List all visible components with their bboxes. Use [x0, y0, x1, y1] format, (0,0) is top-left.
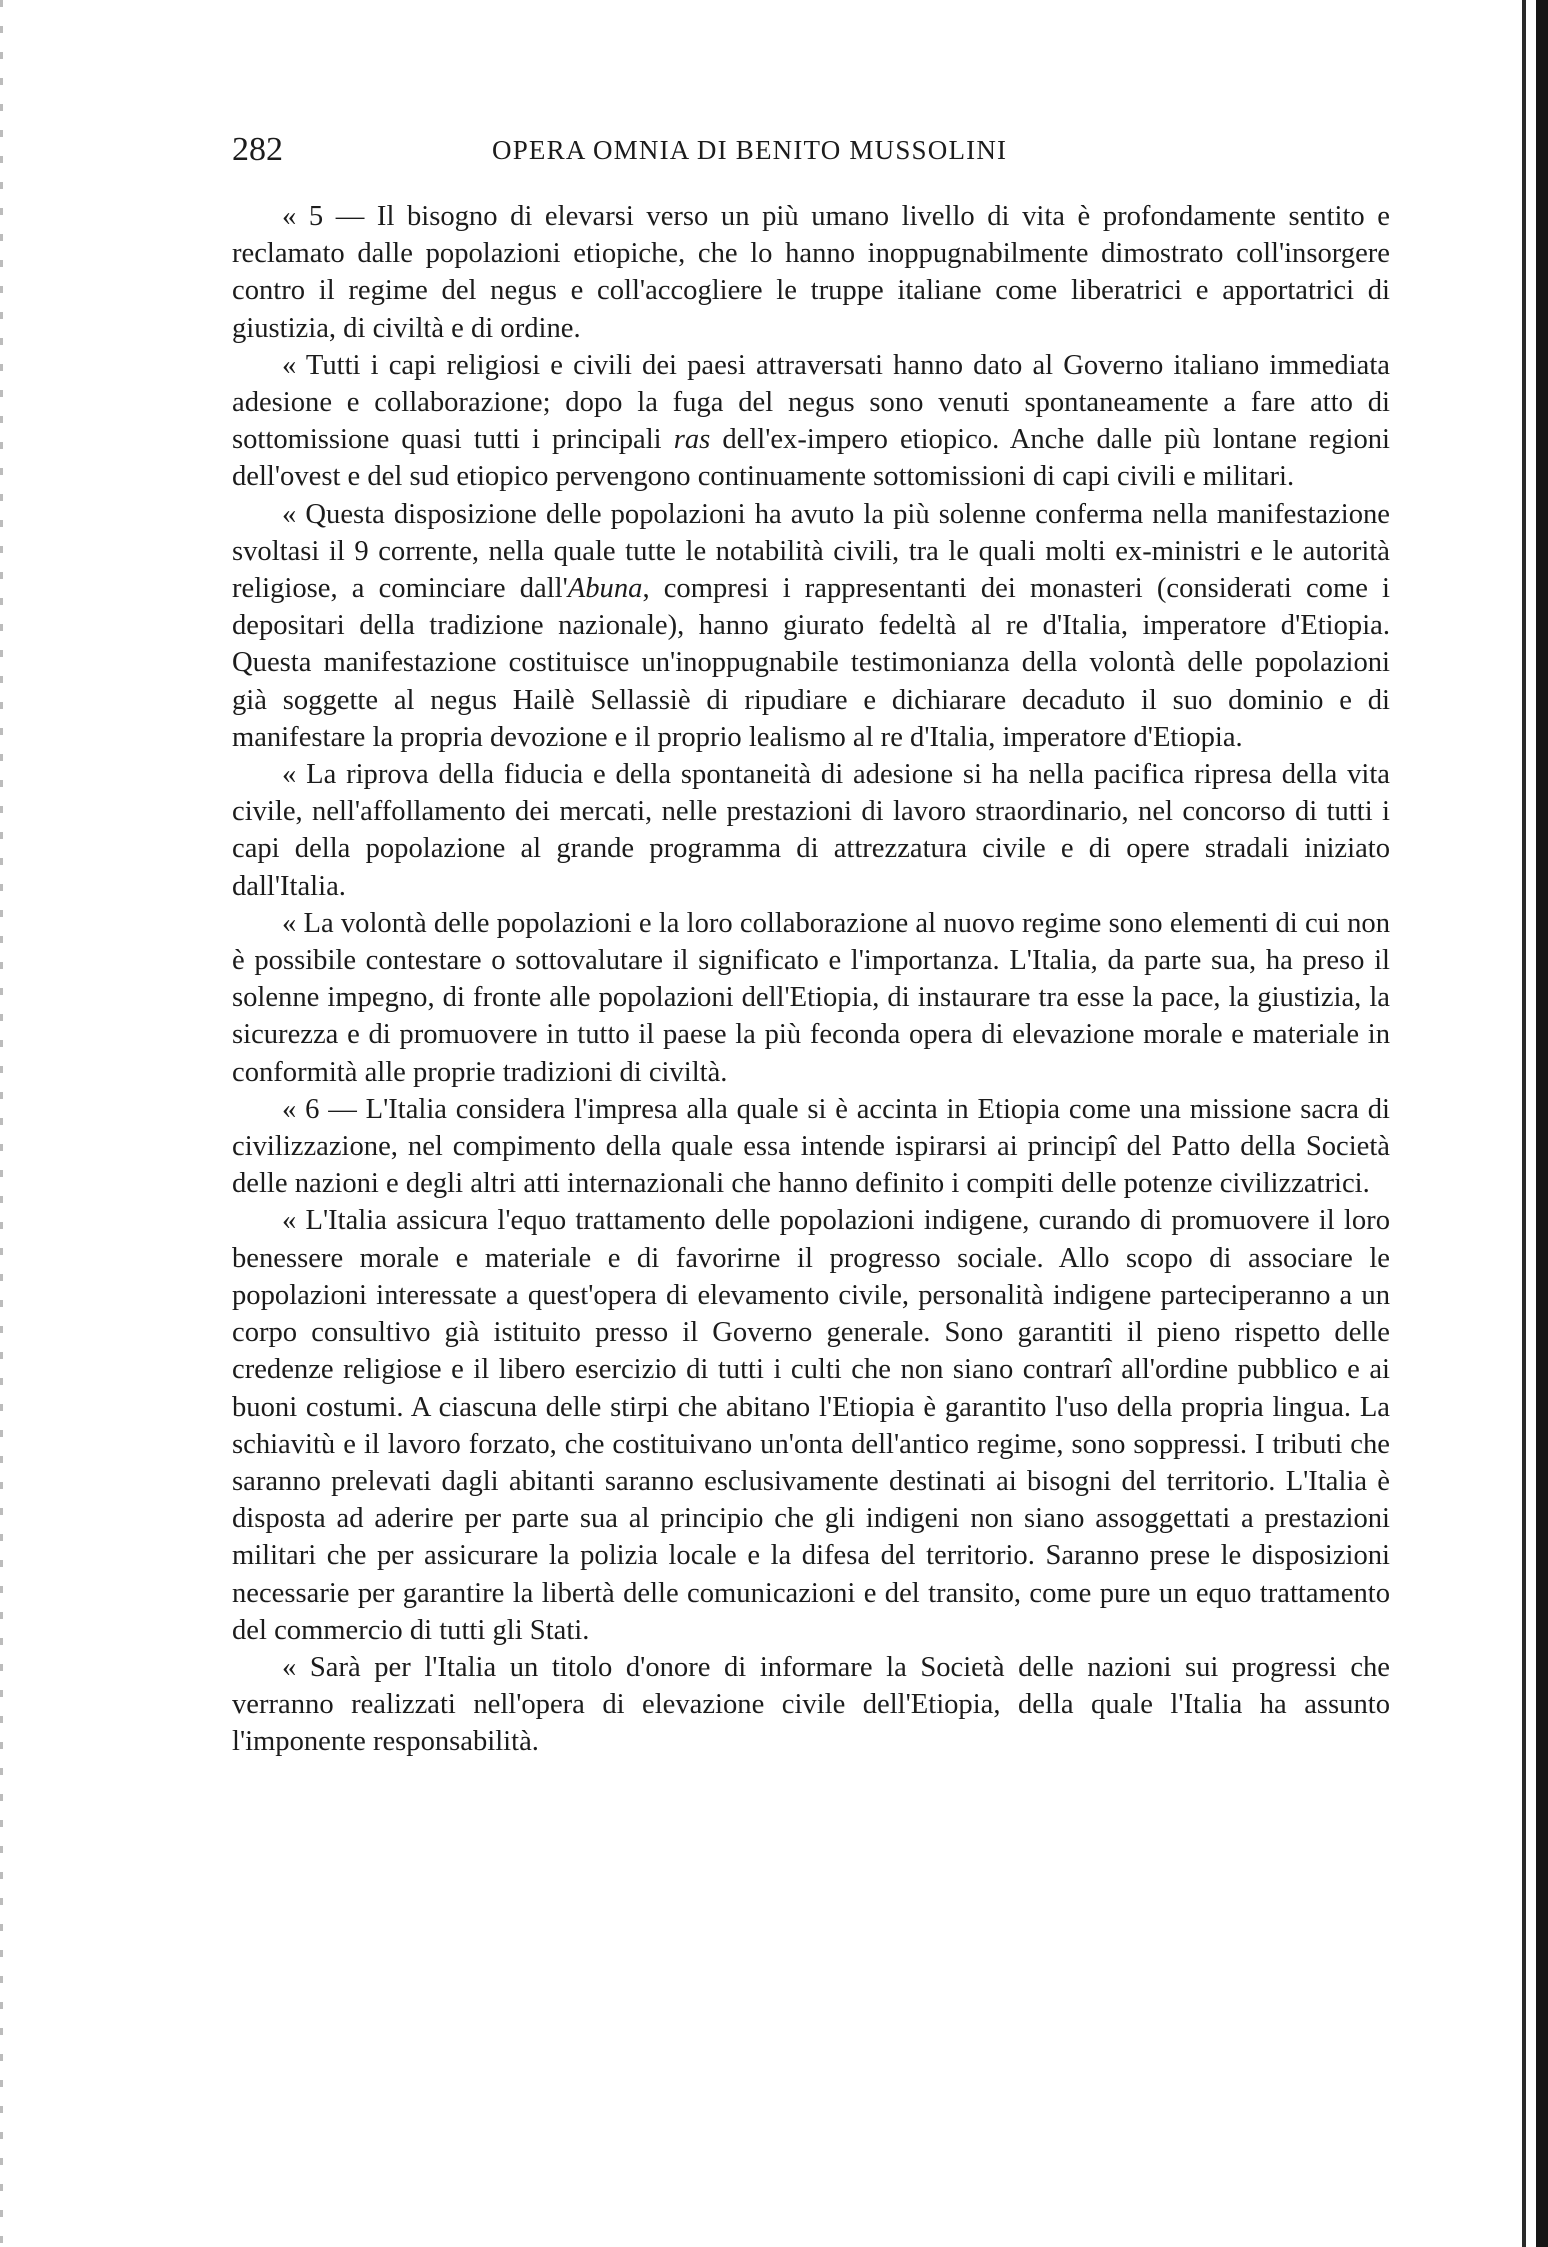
paragraph-8: « Sarà per l'Italia un titolo d'onore di informare la Società delle nazioni sui progressi che verranno realizzati nell'opera di elevazione civile dell'Etiopia, della quale l'Italia ha assunto l'imponente responsabilità. — [232, 1651, 1390, 1758]
page-number: 282 — [232, 131, 283, 168]
scan-shadow-line — [1522, 0, 1526, 2247]
italic-term-ras: ras — [673, 424, 711, 456]
running-head — [232, 120, 1392, 180]
paragraph-3: « Questa disposizione delle popolazioni ha avuto la più solenne conferma nella manifestazione svoltasi il 9 corrente, nella quale tutte le notabilità civili, tra le quali molti ex-ministri e le autorità religiose, a cominciare dall'Abuna, compresi i rappresentanti dei monasteri (considerati come i depositari della tradizione nazionale), hanno giurato fedeltà al re d'Italia, imperatore d'Etiopia. Questa manifestazione costituisce un'inoppugnabile testimonianza della volontà delle popolazioni già soggette al negus Hailè Sellassiè di ripudiare e dichiarare decaduto il suo dominio e di manifestare la propria devozione e il proprio lealismo al re d'Italia, imperatore d'Etiopia. — [232, 498, 1390, 753]
italic-term-abuna: Abuna — [567, 573, 643, 605]
text-body — [232, 198, 1390, 2158]
paragraph-1: « 5 — Il bisogno di elevarsi verso un più umano livello di vita è profondamente sentito e reclamato dalle popolazioni etiopiche, che lo hanno inoppugnabilmente dimostrato coll'insorgere contro il regime del negus e coll'accogliere le truppe italiane come liberatrici e apportatrici di giustizia, di civiltà e di ordine. — [232, 201, 1390, 344]
paragraph-5: « La volontà delle popolazioni e la loro collaborazione al nuovo regime sono elementi di cui non è possibile contestare o sottovalutare il significato e l'importanza. L'Italia, da parte sua, ha preso il solenne impegno, di fronte alle popolazioni dell'Etiopia, di instaurare tra esse la pace, la giustizia, la sicurezza e di promuovere in tutto il paese la più feconda opera di elevazione morale e materiale in conformità alle proprie tradizioni di civiltà. — [232, 907, 1390, 1088]
scan-edge-right — [1536, 0, 1548, 2247]
book-title: OPERA OMNIA DI BENITO MUSSOLINI — [492, 135, 1008, 165]
paragraph-7: « L'Italia assicura l'equo trattamento delle popolazioni indigene, curando di promuovere il loro benessere morale e materiale e di favorirne il progresso sociale. Allo scopo di associare le popolazioni interessate a quest'opera di elevamento civile, personalità indigene parteciperanno a un corpo consultivo già istituito presso il Governo generale. Sono garantiti il pieno rispetto delle credenze religiose e il libero esercizio di tutti i culti che non siano contrarî all'ordine pubblico e ai buoni costumi. A ciascuna delle stirpi che abitano l'Etiopia è garantito l'uso della propria lingua. La schiavitù e il lavoro forzato, che costituivano un'onta dell'antico regime, sono soppressi. I tributi che saranno prelevati dagli abitanti saranno esclusivamente destinati ai bisogni del territorio. L'Italia è disposta ad aderire per parte sua al principio che gli indigeni non siano assoggettati a prestazioni militari che per assicurare la polizia locale e la difesa del territorio. Saranno prese le disposizioni necessarie per garantire la libertà delle comunicazioni e del transito, come pure un equo trattamento del commercio di tutti gli Stati. — [232, 1205, 1390, 1646]
paragraph-6: « 6 — L'Italia considera l'impresa alla quale si è accinta in Etiopia come una missione sacra di civilizzazione, nel compimento della quale essa intende ispirarsi ai principî del Patto della Società delle nazioni e degli altri atti internazionali che hanno definito i compiti delle potenze civilizzatrici. — [232, 1093, 1390, 1200]
paragraph-2: « Tutti i capi religiosi e civili dei paesi attraversati hanno dato al Governo italiano immediata adesione e collaborazione; dopo la fuga del negus sono venuti spontaneamente a fare atto di sottomissione quasi tutti i principali ras dell'ex-impero etiopico. Anche dalle più lontane regioni dell'ovest e del sud etiopico pervengono continuamente sottomissioni di capi civili e militari. — [232, 349, 1390, 493]
paragraph-4: « La riprova della fiducia e della spontaneità di adesione si ha nella pacifica ripresa della vita civile, nell'affollamento dei mercati, nelle prestazioni di lavoro straordinario, nel concorso di tutti i capi della popolazione al grande programma di attrezzatura civile e di opere stradali iniziato dall'Italia. — [232, 759, 1390, 902]
scan-edge-left — [0, 0, 3, 2247]
